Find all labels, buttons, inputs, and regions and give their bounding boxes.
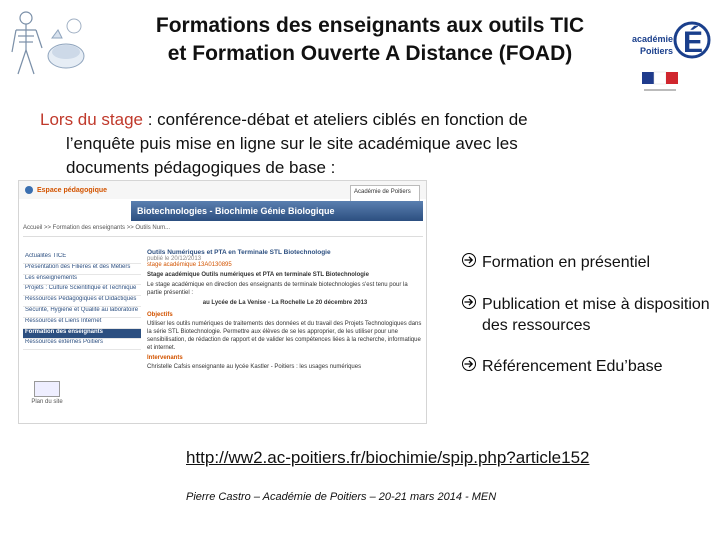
bullet-item xyxy=(460,356,710,378)
site-plan-label: Plan du site xyxy=(31,399,63,405)
biology-illustration-logo xyxy=(8,8,90,80)
article-subtitle: stage académique 13A0130895 xyxy=(147,262,232,268)
article-place: au Lycée de La Venise - La Rochelle Le 20 décembre 2013 xyxy=(202,300,368,306)
article-objectifs-text: Utiliser les outils numériques de traitements des données et du travail des Projets Technologiques dans la série STL Biotechnologie. Permettre aux élèves de se les approprier, de les utiliser pour une sensibilisation, de rédaction de rapport et de valider les compétences liées à la recherche, informatique et internet. xyxy=(147,321,422,351)
site-breadcrumb: Accueil >> Formation des enseignants >> Outils Num... xyxy=(23,225,423,237)
article-objectifs: Objectifs xyxy=(147,312,173,318)
site-menu xyxy=(23,253,141,350)
page-title xyxy=(120,12,620,68)
sitemap-icon xyxy=(34,381,60,397)
bullet-item xyxy=(460,294,710,336)
poitiers-word: Poitiers xyxy=(640,46,674,56)
site-menu-item: Actualités TICE xyxy=(23,253,141,264)
site-menu-item: Ressources externes Poitiers xyxy=(23,339,141,350)
article-heading: Stage académique Outils numériques et PTA en terminale STL Biotechnologie xyxy=(147,272,369,278)
bullet-text: Référencement Edu’base xyxy=(482,358,663,375)
article-intervenants: Intervenants xyxy=(147,355,183,361)
espace-pedagogique-label: Espace pédagogique xyxy=(37,186,108,194)
academie-poitiers-logo xyxy=(628,6,712,96)
bullet-text: Publication et mise à disposition des ressources xyxy=(482,296,710,334)
title-line-2: et Formation Ouverte A Distance (FOAD) xyxy=(167,42,573,65)
bullet-text: Formation en présentiel xyxy=(482,254,651,271)
article-link[interactable]: http://ww2.ac-poitiers.fr/biochimie/spip.php?article152 xyxy=(186,448,590,467)
site-plan xyxy=(27,381,67,405)
site-menu-item: Ressources et Liens Internet xyxy=(23,318,141,329)
title-line-1: Formations des enseignants aux outils TIC xyxy=(155,14,585,37)
site-menu-item: Présentation des Filières et des Métiers xyxy=(23,264,141,275)
site-menu-item: Ressources Pédagogiques et Didactiques xyxy=(23,296,141,307)
arrow-right-icon xyxy=(460,356,482,378)
article-title: Outils Numériques et PTA en Terminale STL Biotechnologie xyxy=(147,249,331,256)
arrow-right-icon xyxy=(460,294,482,316)
bullet-list xyxy=(460,252,710,398)
arrow-right-icon xyxy=(460,252,482,274)
site-home-icon xyxy=(25,186,33,194)
article-text: Le stage académique en direction des enseignants de terminale biotechnologies s'est tenu pour la partie présentiel : xyxy=(147,282,408,296)
site-menu-item: Sécurité, Hygiène et Qualité au laboratoire xyxy=(23,307,141,318)
academie-logo-graphic xyxy=(628,6,712,96)
intro-line-3: documents pédagogiques de base : xyxy=(66,158,336,177)
website-screenshot xyxy=(18,180,427,424)
site-academie-logo: Académie de Poitiers xyxy=(350,185,420,211)
academie-letter: É xyxy=(683,26,704,59)
bullet-item xyxy=(460,252,710,274)
article-date: publié le 20/12/2013 xyxy=(147,256,202,262)
intro-lead: Lors du stage xyxy=(40,110,144,129)
site-article xyxy=(147,249,423,374)
site-banner: Biotechnologies - Biochimie Génie Biologique xyxy=(131,201,423,221)
site-menu-item: Projets : Culture Scientifique et Technique xyxy=(23,285,141,296)
site-menu-item: Les enseignements xyxy=(23,275,141,286)
academie-word: académie xyxy=(632,34,674,44)
article-intervenants-text: Christelle Cafsis enseignante au lycée Kastler - Poitiers : les usages numériques xyxy=(147,364,362,370)
intro-line-2: l’enquête puis mise en ligne sur le site académique avec les xyxy=(66,134,518,153)
footer-credit: Pierre Castro – Académie de Poitiers – 20-21 mars 2014 - MEN xyxy=(186,491,497,503)
intro-rest: : conférence-débat et ateliers ciblés en fonction de xyxy=(143,110,528,129)
site-menu-item: Formation des enseignants xyxy=(23,329,141,340)
intro-paragraph xyxy=(40,108,660,180)
